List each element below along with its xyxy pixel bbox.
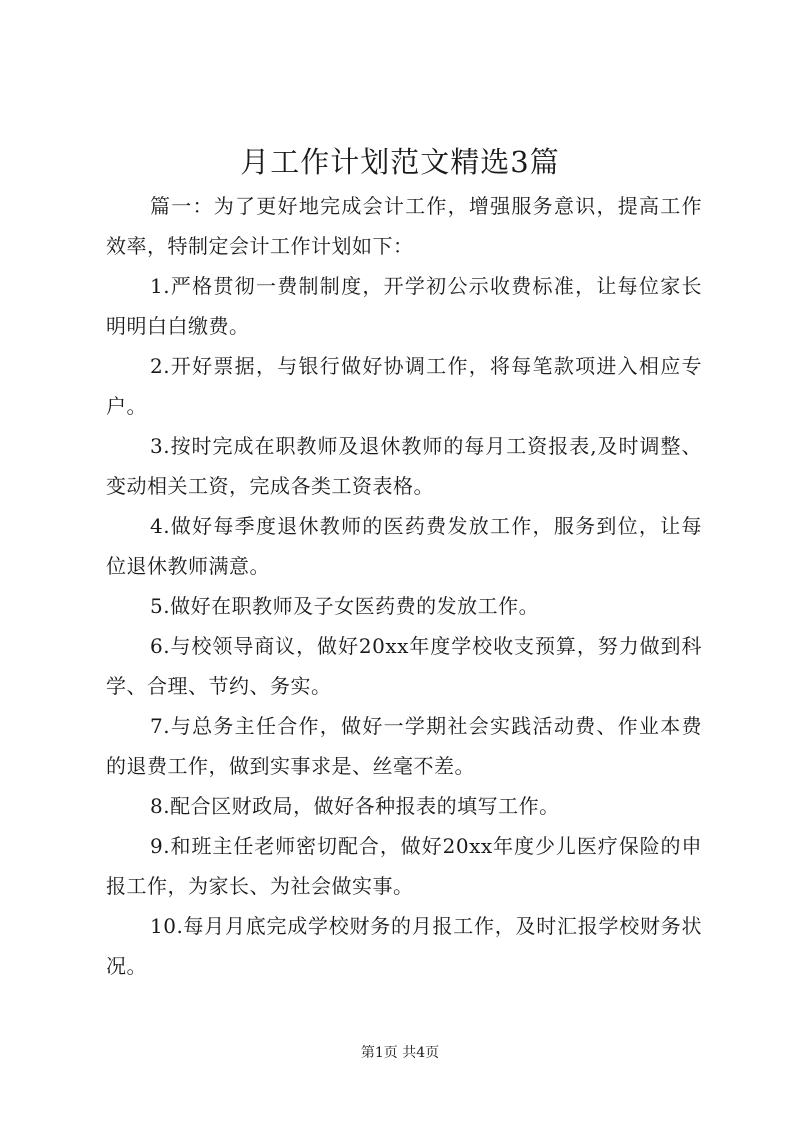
paragraph-item-4: 4.做好每季度退休教师的医药费发放工作，服务到位，让每位退休教师满意。 — [106, 514, 702, 578]
paragraph-item-3: 3.按时完成在职教师及退休教师的每月工资报表,及时调整、变动相关工资，完成各类工资表格。 — [106, 434, 702, 498]
paragraph-item-2: 2.开好票据，与银行做好协调工作，将每笔款项进入相应专户。 — [106, 354, 702, 418]
document-title: 月工作计划范文精选3篇 — [240, 145, 560, 179]
document-body — [106, 186, 702, 986]
paragraph-item-7: 7.与总务主任合作，做好一学期社会实践活动费、作业本费的退费工作，做到实事求是、丝毫不差。 — [106, 714, 702, 778]
paragraph-item-9: 9.和班主任老师密切配合，做好20xx年度少儿医疗保险的申报工作，为家长、为社会做实事。 — [106, 834, 702, 898]
paragraph-item-8: 8.配合区财政局，做好各种报表的填写工作。 — [150, 794, 560, 818]
page-footer: 第1页 共4页 — [360, 1045, 440, 1061]
paragraph-intro: 篇一：为了更好地完成会计工作，增强服务意识，提高工作效率，特制定会计工作计划如下： — [106, 194, 702, 258]
paragraph-item-10: 10.每月月底完成学校财务的月报工作，及时汇报学校财务状况。 — [106, 914, 702, 978]
paragraph-item-5: 5.做好在职教师及子女医药费的发放工作。 — [150, 594, 540, 618]
paragraph-item-1: 1.严格贯彻一费制制度，开学初公示收费标准，让每位家长明明白白缴费。 — [106, 274, 702, 338]
paragraph-item-6: 6.与校领导商议，做好20xx年度学校收支预算，努力做到科学、合理、节约、务实。 — [106, 634, 702, 698]
